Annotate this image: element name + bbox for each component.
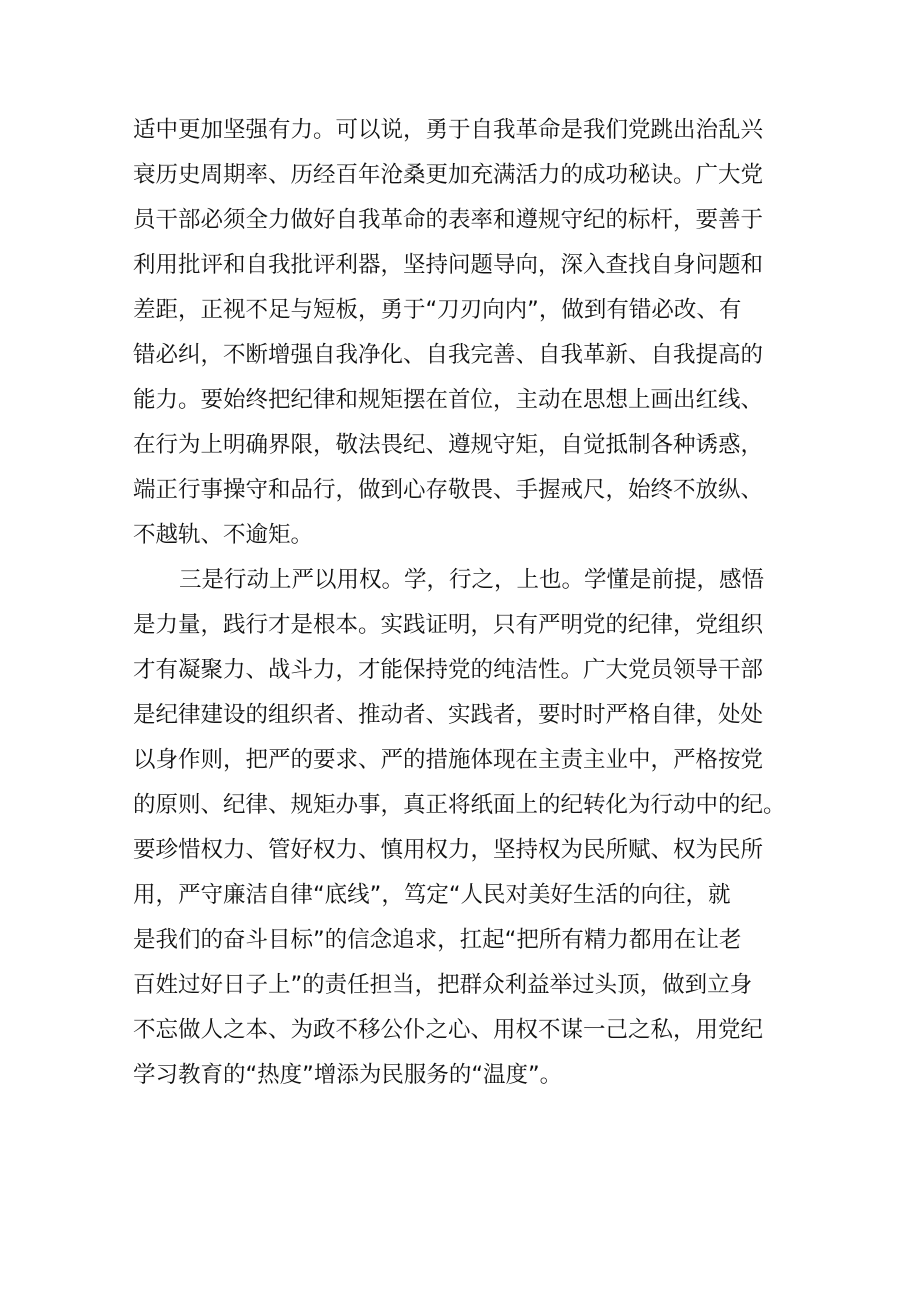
text-line: 的原则、纪律、规矩办事，真正将纸面上的纪转化为行动中的纪。 xyxy=(133,792,786,818)
text-line: 是我们的奋斗目标”的信念追求，扛起“把所有精力都用在让老 xyxy=(133,927,742,953)
text-line: 在行为上明确界限，敬法畏纪、遵规守矩，自觉抵制各种诱惑， xyxy=(133,432,764,458)
paragraph-1 xyxy=(133,108,793,558)
text-line: 要珍惜权力、管好权力、慎用权力，坚持权为民所赋、权为民所 xyxy=(133,837,764,863)
paragraph-2 xyxy=(133,558,793,1098)
text-line: 学习教育的“热度”增添为民服务的“温度”。 xyxy=(133,1062,563,1088)
text-line: 适中更加坚强有力。可以说，勇于自我革命是我们党跳出治乱兴 xyxy=(133,117,764,143)
text-line: 不越轨、不逾矩。 xyxy=(133,522,314,548)
body-text xyxy=(133,108,793,1098)
text-line: 是纪律建设的组织者、推动者、实践者，要时时严格自律，处处 xyxy=(133,702,764,728)
text-line: 是力量，践行才是根本。实践证明，只有严明党的纪律，党组织 xyxy=(133,612,764,638)
text-line: 端正行事操守和品行，做到心存敬畏、手握戒尺，始终不放纵、 xyxy=(133,477,764,503)
text-line: 能力。要始终把纪律和规矩摆在首位，主动在思想上画出红线、 xyxy=(133,387,764,413)
text-line: 衰历史周期率、历经百年沧桑更加充满活力的成功秘诀。广大党 xyxy=(133,162,764,188)
text-line: 才有凝聚力、战斗力，才能保持党的纯洁性。广大党员领导干部 xyxy=(133,657,764,683)
text-line: 不忘做人之本、为政不移公仆之心、用权不谋一己之私，用党纪 xyxy=(133,1017,764,1043)
text-line: 利用批评和自我批评利器，坚持问题导向，深入查找自身问题和 xyxy=(133,252,764,278)
text-line: 百姓过好日子上”的责任担当，把群众利益举过头顶，做到立身 xyxy=(133,972,753,998)
text-line: 错必纠，不断增强自我净化、自我完善、自我革新、自我提高的 xyxy=(133,342,764,368)
text-line: 员干部必须全力做好自我革命的表率和遵规守纪的标杆，要善于 xyxy=(133,207,764,233)
text-line: 用，严守廉洁自律“底线”，笃定“人民对美好生活的向往，就 xyxy=(133,882,731,908)
text-line: 差距，正视不足与短板，勇于“刀刃向内”，做到有错必改、有 xyxy=(133,297,742,323)
text-line-indented: 三是行动上严以用权。学，行之，上也。学懂是前提，感悟 xyxy=(179,567,765,593)
text-line: 以身作则，把严的要求、严的措施体现在主责主业中，严格按党 xyxy=(133,747,764,773)
